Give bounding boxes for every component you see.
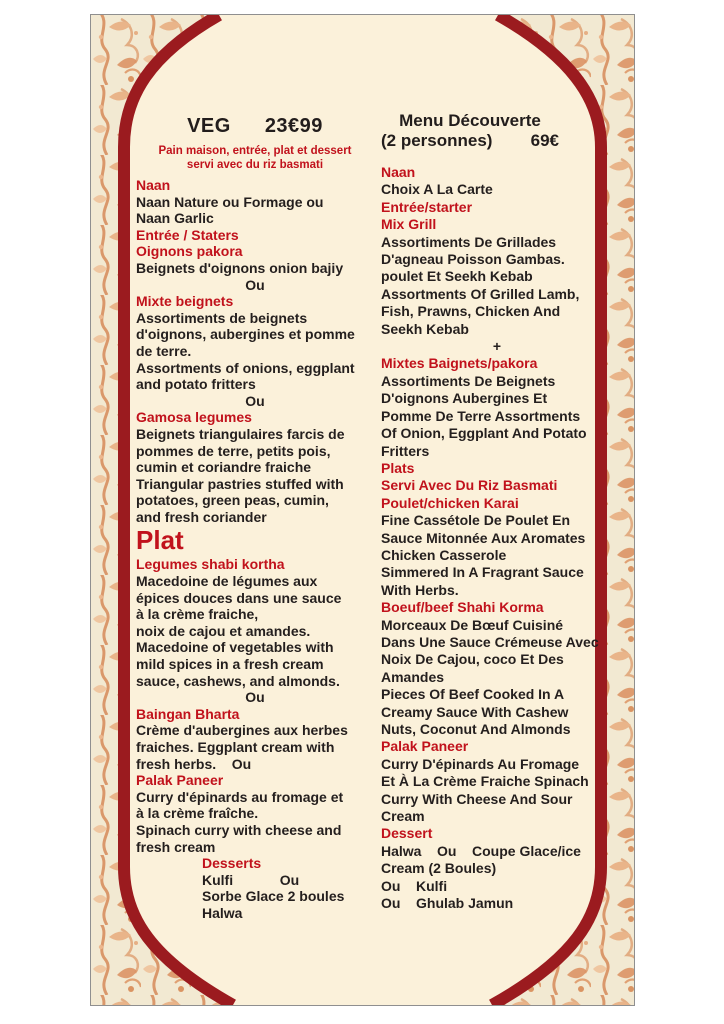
menu-line: fresh cream	[136, 838, 216, 855]
menu-line: Sorbe Glace 2 boules	[202, 888, 345, 905]
menu-line: Morceaux De Bœuf Cuisiné	[381, 616, 564, 633]
menu-line: Oignons pakora	[136, 243, 243, 260]
menu-line: d'oignons, aubergines et pomme	[136, 326, 355, 343]
menu-line: noix de cajou et amandes.	[136, 622, 311, 639]
menu-line: Chicken Casserole	[381, 546, 507, 563]
menu-line: Assortiments De Beignets	[381, 372, 556, 389]
menu-line: Crème d'aubergines aux herbes	[136, 722, 348, 739]
menu-line: Et À La Crème Fraiche Spinach	[381, 773, 589, 790]
menu-line: Ou	[245, 689, 265, 706]
menu-line: Gamosa legumes	[136, 409, 252, 426]
menu-line: mild spices in a fresh cream	[136, 656, 324, 673]
menu-line: pommes de terre, petits pois,	[136, 442, 331, 459]
menu-line: Beignets triangulaires farcis de	[136, 425, 345, 442]
menu-line: Fine Cassétole De Poulet En	[381, 512, 571, 529]
menu-line: Curry With Cheese And Sour	[381, 790, 573, 807]
menu-line: poulet Et Seekh Kebab	[381, 268, 533, 285]
menu-line: and fresh coriander	[136, 508, 267, 525]
menu-line: Amandes	[381, 668, 445, 685]
veg-subtitle-line: servi avec du riz basmati	[186, 158, 324, 171]
decouverte-menu-items	[381, 164, 613, 912]
menu-line: sauce, cashews, and almonds.	[136, 672, 340, 689]
menu-line: Assortiments de beignets	[136, 309, 308, 326]
menu-line: fraiches. Eggplant cream with	[136, 739, 335, 755]
menu-line: Curry d'épinards au fromage et	[136, 788, 344, 805]
decouverte-subtitle-row	[381, 131, 559, 151]
menu-line: +	[492, 338, 502, 355]
menu-line: Simmered In A Fragrant Sauce	[381, 564, 584, 581]
menu-line: With Herbs.	[381, 581, 459, 598]
menu-line: Naan	[136, 177, 171, 193]
decouverte-menu-header	[381, 111, 613, 151]
decouverte-title: Menu Découverte	[399, 111, 541, 130]
menu-line: and potato fritters	[136, 376, 256, 393]
menu-line: Plats	[381, 459, 415, 476]
menu-line: Entrée / Staters	[136, 226, 239, 243]
menu-line: Ou	[245, 392, 265, 409]
menu-line: Naan Nature ou Formage ou	[136, 193, 324, 210]
menu-line: Creamy Sauce With Cashew	[381, 703, 569, 720]
menu-line: Halwa	[202, 904, 243, 921]
menu-line: Cream	[381, 808, 425, 825]
menu-line: Boeuf/beef Shahi Korma	[381, 599, 544, 616]
veg-price: 23€99	[264, 115, 323, 137]
menu-line: Palak Paneer	[136, 772, 224, 789]
menu-line: Kulfi Ou	[202, 871, 300, 888]
menu-line: Assortiments De Grillades	[381, 233, 557, 250]
menu-line: Noix De Cajou, coco Et Des	[381, 651, 564, 668]
menu-line: Halwa Ou Coupe Glace/ice	[381, 842, 581, 859]
menu-line: Sauce Mitonnée Aux Aromates	[381, 529, 586, 546]
menu-line: Entrée/starter	[381, 198, 473, 215]
menu-line: Spinach curry with cheese and	[136, 821, 342, 838]
menu-line: Mixte beignets	[136, 293, 234, 310]
veg-menu-column	[136, 115, 374, 922]
menu-line: Curry D'épinards Au Fromage	[381, 755, 580, 772]
menu-line: cumin et coriandre fraiche	[136, 459, 312, 476]
menu-line: Servi Avec Du Riz Basmati	[381, 477, 558, 494]
veg-menu-items	[136, 177, 374, 922]
menu-line: Ou Ghulab Jamun	[381, 895, 514, 912]
menu-card	[90, 14, 635, 1006]
menu-line: Nuts, Coconut And Almonds	[381, 721, 571, 737]
menu-line: Baingan Bharta	[136, 705, 240, 722]
menu-line: Poulet/chicken Karai	[381, 494, 519, 511]
menu-line: épices douces dans une sauce	[136, 589, 342, 606]
decouverte-menu-column	[381, 111, 613, 912]
menu-line: potatoes, green peas, cumin,	[136, 492, 329, 509]
menu-line: Desserts	[202, 855, 262, 872]
menu-line: de terre.	[136, 342, 192, 359]
decouverte-price: 69€	[530, 131, 559, 150]
menu-line: Palak Paneer	[381, 738, 469, 755]
menu-line: à la crème fraiche,	[136, 606, 259, 623]
menu-line: Mixtes Baignets/pakora	[381, 355, 538, 372]
menu-line: Ou Kulfi	[381, 877, 448, 894]
menu-line: Fritters	[381, 442, 430, 459]
menu-line: Cream (2 Boules)	[381, 860, 497, 877]
menu-line: Naan Garlic	[136, 210, 214, 227]
menu-line: à la crème fraîche.	[136, 805, 259, 822]
veg-menu-title	[136, 115, 374, 138]
menu-line: Of Onion, Eggplant And Potato	[381, 425, 587, 442]
menu-line: Triangular pastries stuffed with	[136, 475, 344, 492]
menu-line: Legumes shabi kortha	[136, 556, 285, 573]
menu-line: Ou	[245, 276, 265, 293]
menu-line: Assortments of onions, eggplant	[136, 359, 355, 376]
veg-subtitle-line: Pain maison, entrée, plat et dessert	[158, 145, 352, 157]
menu-line: Macedoine de légumes aux	[136, 573, 318, 590]
menu-line: Beignets d'oignons onion bajiy	[136, 259, 344, 276]
menu-line: Naan	[381, 164, 416, 180]
menu-line: D'oignons Aubergines Et	[381, 390, 548, 407]
menu-line: Dans Une Sauce Crémeuse Avec	[381, 633, 599, 650]
menu-line: Assortments Of Grilled Lamb,	[381, 285, 580, 302]
veg-title-label: VEG	[187, 115, 231, 137]
menu-line: Choix A La Carte	[381, 181, 493, 198]
menu-line: Pomme De Terre Assortments	[381, 407, 581, 424]
menu-line: Macedoine of vegetables with	[136, 639, 334, 656]
menu-line: fresh herbs. Ou	[136, 755, 252, 772]
menu-line: Dessert	[381, 825, 433, 842]
menu-line: Pieces Of Beef Cooked In A	[381, 686, 565, 703]
menu-line: Fish, Prawns, Chicken And	[381, 303, 561, 320]
menu-line: D'agneau Poisson Gambas.	[381, 251, 565, 268]
menu-line: Plat	[136, 525, 184, 556]
menu-line: Seekh Kebab	[381, 320, 469, 337]
decouverte-persons: (2 personnes)	[381, 131, 493, 150]
veg-menu-subtitle	[136, 145, 374, 172]
menu-line: Mix Grill	[381, 216, 437, 233]
